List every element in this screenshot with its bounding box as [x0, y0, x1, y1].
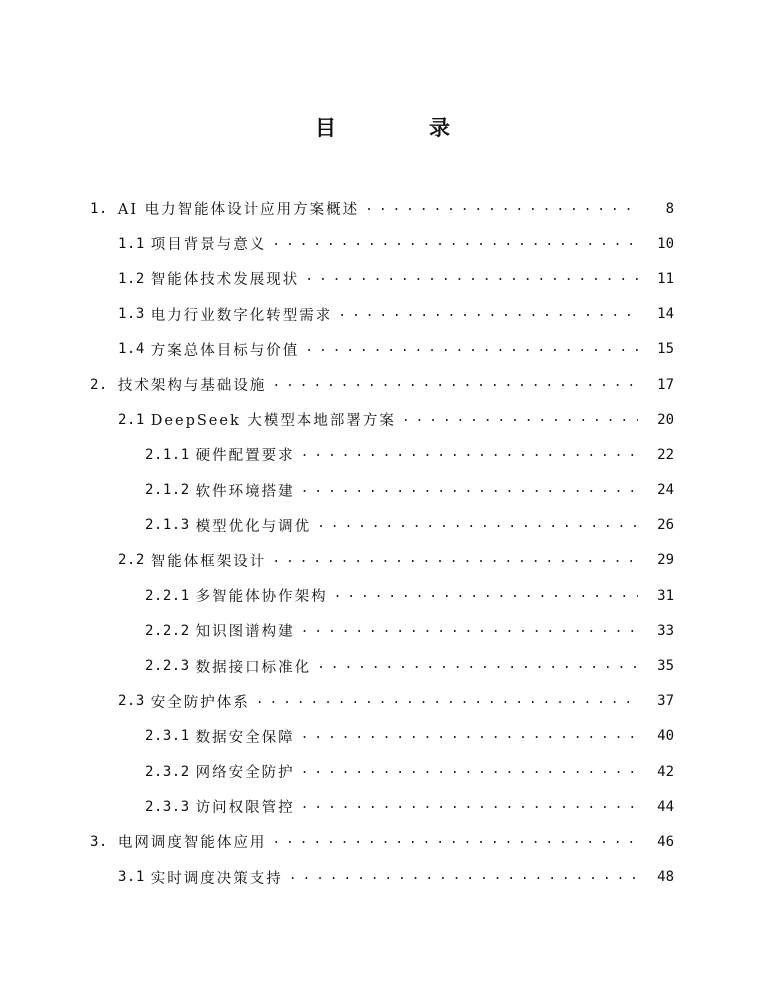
toc-entry-title: 知识图谱构建 — [195, 624, 295, 641]
toc-entry-number: 2.2 — [118, 552, 145, 569]
toc-entry-title: 技术架构与基础设施 — [117, 378, 267, 395]
toc-dot-leader — [272, 551, 638, 566]
toc-entry-title: 智能体技术发展现状 — [150, 272, 300, 289]
toc-entry-number: 1. — [90, 200, 108, 217]
toc-entry[interactable] — [0, 261, 765, 296]
toc-dot-leader — [272, 375, 638, 390]
toc-dot-leader — [317, 516, 638, 531]
toc-entry-title: 智能体框架设计 — [150, 553, 267, 570]
toc-entry[interactable] — [0, 719, 765, 754]
toc-dot-leader — [301, 445, 638, 460]
toc-entry-number: 1.3 — [118, 306, 145, 323]
toc-entry-page: 46 — [657, 833, 674, 850]
toc-entry-number: 3. — [90, 833, 108, 850]
toc-entry[interactable] — [0, 543, 765, 578]
toc-entry-number: 2.3 — [118, 693, 145, 710]
toc-entry[interactable] — [0, 332, 765, 367]
toc-entry-title: 软件环境搭建 — [195, 483, 295, 500]
toc-entry-page: 44 — [657, 798, 674, 815]
toc-entry-title: 数据接口标准化 — [195, 659, 312, 676]
toc-entry-page: 11 — [657, 270, 674, 287]
toc-entry-page: 33 — [657, 622, 674, 639]
toc-dot-leader — [301, 621, 638, 636]
toc-entry-title: 数据安全保障 — [195, 729, 295, 746]
toc-dot-leader — [402, 410, 638, 425]
page-title: 目 录 — [315, 116, 486, 140]
toc-entry-title: 多智能体协作架构 — [195, 589, 328, 606]
toc-dot-leader — [301, 727, 638, 742]
toc-entry[interactable] — [0, 648, 765, 683]
toc-entry-number: 2.3.2 — [145, 763, 190, 780]
toc-entry-number: 2.1.2 — [145, 482, 190, 499]
toc-entry-page: 20 — [657, 411, 674, 428]
toc-entry-number: 2.3.3 — [145, 798, 190, 815]
toc-dot-leader — [272, 832, 638, 847]
toc-entry-title: 项目背景与意义 — [150, 237, 267, 254]
toc-entry-number: 2.1.3 — [145, 517, 190, 534]
toc-entry-page: 14 — [657, 306, 674, 323]
toc-entry-title: 模型优化与调优 — [195, 518, 312, 535]
toc-entry-title: 电网调度智能体应用 — [117, 835, 267, 852]
toc-entry-title: 安全防护体系 — [150, 694, 250, 711]
toc-entry[interactable] — [0, 789, 765, 824]
toc-entry-page: 17 — [657, 376, 674, 393]
toc-entry-page: 37 — [657, 693, 674, 710]
toc-entry-page: 24 — [657, 482, 674, 499]
toc-dot-leader — [365, 199, 638, 214]
toc-entry-page: 31 — [657, 587, 674, 604]
toc-entry-number: 3.1 — [118, 869, 145, 886]
toc-entry-number: 2.2.1 — [145, 587, 190, 604]
toc-entry-title: 方案总体目标与价值 — [150, 342, 300, 359]
toc-dot-leader — [272, 234, 638, 249]
toc-entry[interactable] — [0, 824, 765, 859]
toc-entry-number: 1.2 — [118, 270, 145, 287]
toc-entry-number: 2.3.1 — [145, 728, 190, 745]
toc-dot-leader — [305, 340, 638, 355]
toc-dot-leader — [338, 305, 638, 320]
toc-dot-leader — [289, 868, 638, 883]
toc-entry-title: 访问权限管控 — [195, 800, 295, 817]
toc-entry[interactable] — [0, 191, 765, 226]
toc-entry-page: 10 — [657, 235, 674, 252]
toc-entry-page: 29 — [657, 552, 674, 569]
toc-entry-number: 1.1 — [118, 235, 145, 252]
toc-entry-page: 26 — [657, 517, 674, 534]
toc-entry[interactable] — [0, 226, 765, 261]
toc-entry[interactable] — [0, 613, 765, 648]
toc-entry-page: 22 — [657, 446, 674, 463]
toc-entry-number: 2.2.2 — [145, 622, 190, 639]
toc-entry[interactable] — [0, 402, 765, 437]
toc-entry[interactable] — [0, 578, 765, 613]
toc-entry-page: 42 — [657, 763, 674, 780]
toc-entry-title: 实时调度决策支持 — [150, 870, 283, 887]
toc-entry[interactable] — [0, 367, 765, 402]
toc-entry-page: 40 — [657, 728, 674, 745]
toc-dot-leader — [317, 657, 638, 672]
toc-dot-leader — [301, 762, 638, 777]
table-of-contents — [0, 191, 765, 895]
toc-entry-number: 2.1.1 — [145, 446, 190, 463]
toc-entry-page: 8 — [665, 200, 674, 217]
toc-entry-number: 2.2.3 — [145, 658, 190, 675]
toc-entry-page: 48 — [657, 869, 674, 886]
toc-entry-title: 网络安全防护 — [195, 765, 295, 782]
toc-entry-page: 15 — [657, 341, 674, 358]
toc-dot-leader — [301, 481, 638, 496]
toc-entry-title: AI 电力智能体设计应用方案概述 — [117, 202, 360, 219]
toc-dot-leader — [301, 797, 638, 812]
toc-entry-title: DeepSeek 大模型本地部署方案 — [150, 413, 396, 430]
toc-entry-page: 35 — [657, 658, 674, 675]
toc-entry-title: 硬件配置要求 — [195, 448, 295, 465]
toc-entry-number: 2.1 — [118, 411, 145, 428]
toc-entry-number: 2. — [90, 376, 108, 393]
toc-dot-leader — [334, 586, 638, 601]
toc-entry[interactable] — [0, 473, 765, 508]
toc-dot-leader — [256, 692, 638, 707]
toc-entry[interactable] — [0, 684, 765, 719]
toc-entry[interactable] — [0, 754, 765, 789]
toc-entry-number: 1.4 — [118, 341, 145, 358]
toc-entry[interactable] — [0, 437, 765, 472]
toc-entry[interactable] — [0, 860, 765, 895]
toc-entry[interactable] — [0, 508, 765, 543]
toc-entry[interactable] — [0, 297, 765, 332]
toc-entry-title: 电力行业数字化转型需求 — [150, 307, 333, 324]
toc-dot-leader — [305, 269, 638, 284]
